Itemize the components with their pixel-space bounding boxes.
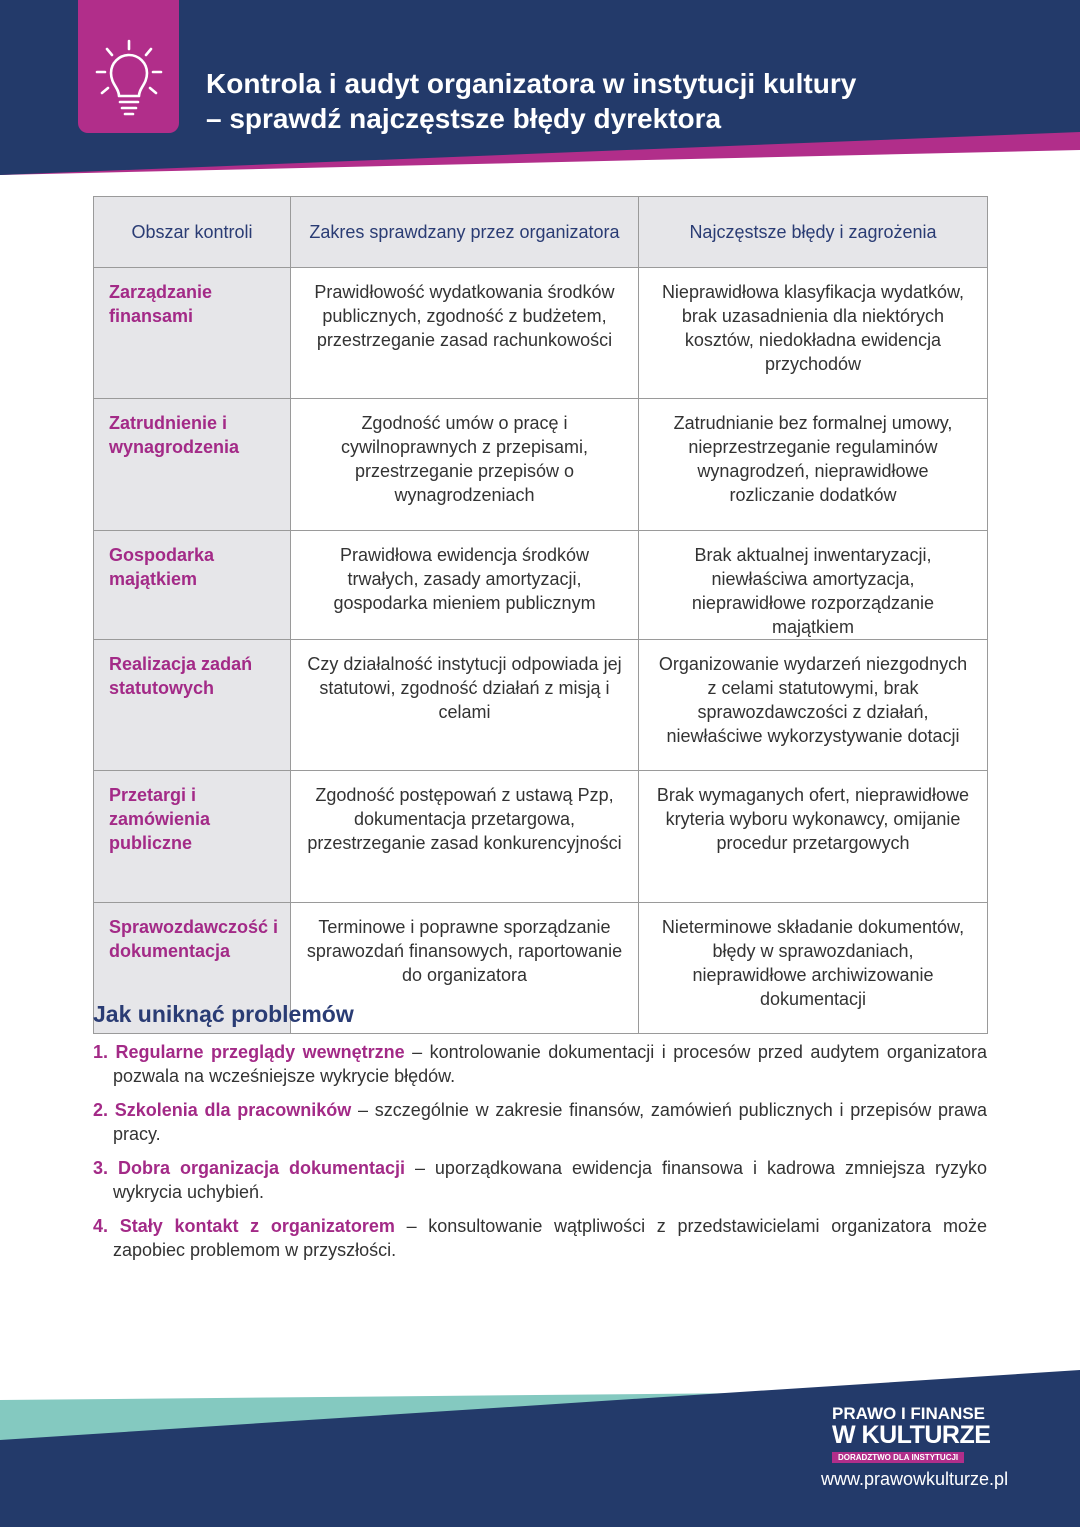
- control-area: Zarządzanie finansami: [94, 268, 291, 399]
- errors-cell: Zatrudnianie bez formalnej umowy, nieprzestrzeganie regulaminów wynagrodzeń, nieprawidłowe rozliczanie dodatków: [639, 399, 988, 531]
- lightbulb-icon: [93, 38, 165, 118]
- page-title: [206, 66, 856, 136]
- table-row: [94, 640, 988, 771]
- title-line-2: – sprawdź najczęstsze błędy dyrektora: [206, 103, 722, 134]
- scope-cell: Czy działalność instytucji odpowiada jej statutowi, zgodność działań z misją i celami: [291, 640, 639, 771]
- scope-cell: Prawidłowa ewidencja środków trwałych, zasady amortyzacji, gospodarka mieniem publicznym: [291, 531, 639, 640]
- scope-cell: Zgodność postępowań z ustawą Pzp, dokumentacja przetargowa, przestrzeganie zasad konkurencyjności: [291, 771, 639, 903]
- control-area: Przetargi i zamówienia publiczne: [94, 771, 291, 903]
- table-row: [94, 399, 988, 531]
- title-line-1: Kontrola i audyt organizatora w instytucji kultury: [206, 68, 857, 99]
- tip-title: Dobra organizacja dokumentacji: [117, 1158, 405, 1178]
- control-area: Sprawozdawczość i dokumentacja: [94, 903, 291, 1034]
- tip-text: – kontrolowanie dokumentacji i procesów przed audytem organizatora pozwala na wcześniejsze wykrycie błędów.: [113, 1042, 987, 1086]
- errors-cell: Organizowanie wydarzeń niezgodnych z celami statutowymi, brak sprawozdawczości z działań, niewłaściwe wykorzystywanie dotacji: [639, 640, 988, 771]
- logo-tagline: DORADZTWO DLA INSTYTUCJI: [832, 1452, 964, 1463]
- tip-text: – konsultowanie wątpliwości z przedstawicielami organizatora może zapobiec problemom w przyszłości.: [113, 1216, 987, 1260]
- website-link[interactable]: www.prawowkulturze.pl: [821, 1469, 1009, 1489]
- errors-cell: Nieprawidłowa klasyfikacja wydatków, brak uzasadnienia dla niektórych kosztów, niedokładna ewidencja przychodów: [639, 268, 988, 399]
- tips-list: [93, 1040, 987, 1272]
- scope-cell: Prawidłowość wydatkowania środków publicznych, zgodność z budżetem, przestrzeganie zasad rachunkowości: [291, 268, 639, 399]
- errors-cell: Brak aktualnej inwentaryzacji, niewłaściwa amortyzacja, nieprawidłowe rozporządzanie majątkiem: [639, 531, 988, 640]
- tip-title: Stały kontakt z organizatorem: [119, 1216, 395, 1236]
- list-item: [93, 1156, 987, 1204]
- scope-cell: Zgodność umów o pracę i cywilnoprawnych z przepisami, przestrzeganie przepisów o wynagrodzeniach: [291, 399, 639, 531]
- column-header: Zakres sprawdzany przez organizatora: [291, 197, 639, 268]
- logo-line-2: W KULTURZE: [832, 1421, 991, 1449]
- logo-line-1: PRAWO I FINANSE: [832, 1404, 986, 1423]
- table-row: [94, 531, 988, 640]
- brand-logo: [832, 1404, 1004, 1465]
- tip-title: Szkolenia dla pracowników: [114, 1100, 352, 1120]
- tip-number: 4.: [93, 1216, 109, 1236]
- control-area: Gospodarka majątkiem: [94, 531, 291, 640]
- control-area: Zatrudnienie i wynagrodzenia: [94, 399, 291, 531]
- audit-table: [93, 196, 988, 1034]
- tips-heading: Jak uniknąć problemów: [93, 1001, 354, 1027]
- tip-text: – uporządkowana ewidencja finansowa i kadrowa zmniejsza ryzyko wykrycia uchybień.: [113, 1158, 987, 1202]
- column-header: Obszar kontroli: [94, 197, 291, 268]
- tip-text: – szczególnie w zakresie finansów, zamówień publicznych i przepisów prawa pracy.: [113, 1100, 987, 1144]
- scope-cell: Terminowe i poprawne sporządzanie sprawozdań finansowych, raportowanie do organizatora: [291, 903, 639, 1034]
- list-item: [93, 1040, 987, 1088]
- tip-number: 2.: [93, 1100, 109, 1120]
- errors-cell: Nieterminowe składanie dokumentów, błędy w sprawozdaniach, nieprawidłowe archiwizowanie dokumentacji: [639, 903, 988, 1034]
- errors-cell: Brak wymaganych ofert, nieprawidłowe kryteria wyboru wykonawcy, omijanie procedur przetargowych: [639, 771, 988, 903]
- tip-title: Regularne przeglądy wewnętrzne: [115, 1042, 405, 1062]
- control-area: Realizacja zadań statutowych: [94, 640, 291, 771]
- table-row: [94, 268, 988, 399]
- list-item: [93, 1098, 987, 1146]
- tip-number: 1.: [93, 1042, 109, 1062]
- tip-number: 3.: [93, 1158, 109, 1178]
- column-header: Najczęstsze błędy i zagrożenia: [639, 197, 988, 268]
- lightbulb-badge: [78, 0, 179, 133]
- table-header-row: [94, 197, 988, 268]
- list-item: [93, 1214, 987, 1262]
- table-row: [94, 771, 988, 903]
